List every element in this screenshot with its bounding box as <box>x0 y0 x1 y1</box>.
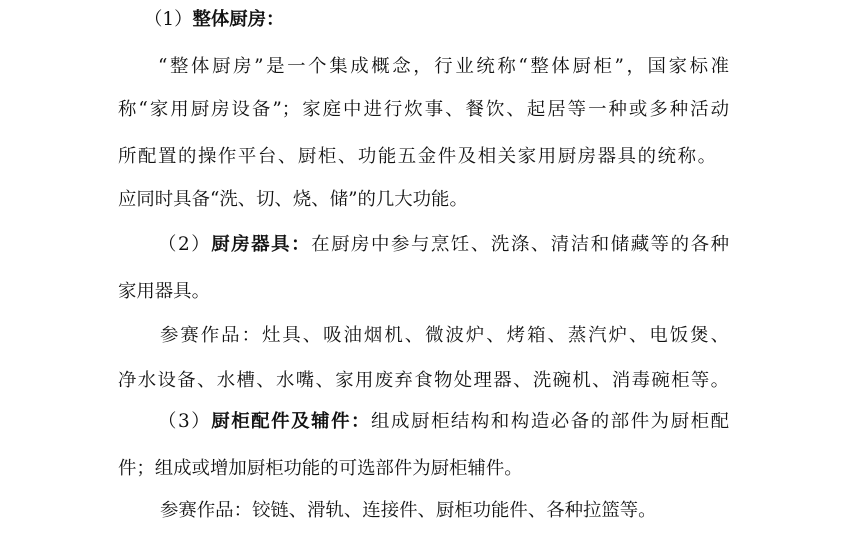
paragraph-line: 件；组成或增加厨柜功能的可选部件为厨柜辅件。 <box>118 458 523 479</box>
entries-line: 净水设备、水槽、水嘴、家用废弃食物处理器、洗碗机、消毒碗柜等。 <box>118 370 729 391</box>
section-number: （3） <box>158 411 212 432</box>
section-text: 在厨房中参与烹饪、洗涤、清洁和储藏等的各种 <box>311 234 729 255</box>
paragraph-line: 称“家用厨房设备”；家庭中进行炊事、餐饮、起居等一种或多种活动 <box>118 99 729 120</box>
section-number: （2） <box>158 234 212 255</box>
entries-line: 参赛作品：铰链、滑轨、连接件、厨柜功能件、各种拉篮等。 <box>160 500 657 521</box>
section-heading-1 <box>144 11 284 29</box>
section-title: 厨房器具： <box>211 234 312 255</box>
paragraph-line: “整体厨房”是一个集成概念，行业统称“整体厨柜”，国家标准 <box>158 56 729 77</box>
paragraph-line: 家用器具。 <box>118 281 210 302</box>
section-title: 厨柜配件及辅件： <box>211 411 372 432</box>
section-heading-3 <box>158 413 729 431</box>
paragraph-line: 所配置的操作平台、厨柜、功能五金件及相关家用厨房器具的统称。 <box>118 146 716 167</box>
section-number: （1） <box>144 9 193 30</box>
section-text: 组成厨柜结构和构造必备的部件为厨柜配 <box>371 411 729 432</box>
entries-line: 参赛作品：灶具、吸油烟机、微波炉、烤箱、蒸汽炉、电饭煲、 <box>160 325 729 346</box>
section-title: 整体厨房： <box>192 9 285 30</box>
section-heading-2 <box>158 236 729 254</box>
paragraph-line: 应同时具备“洗、切、烧、储”的几大功能。 <box>118 189 468 210</box>
